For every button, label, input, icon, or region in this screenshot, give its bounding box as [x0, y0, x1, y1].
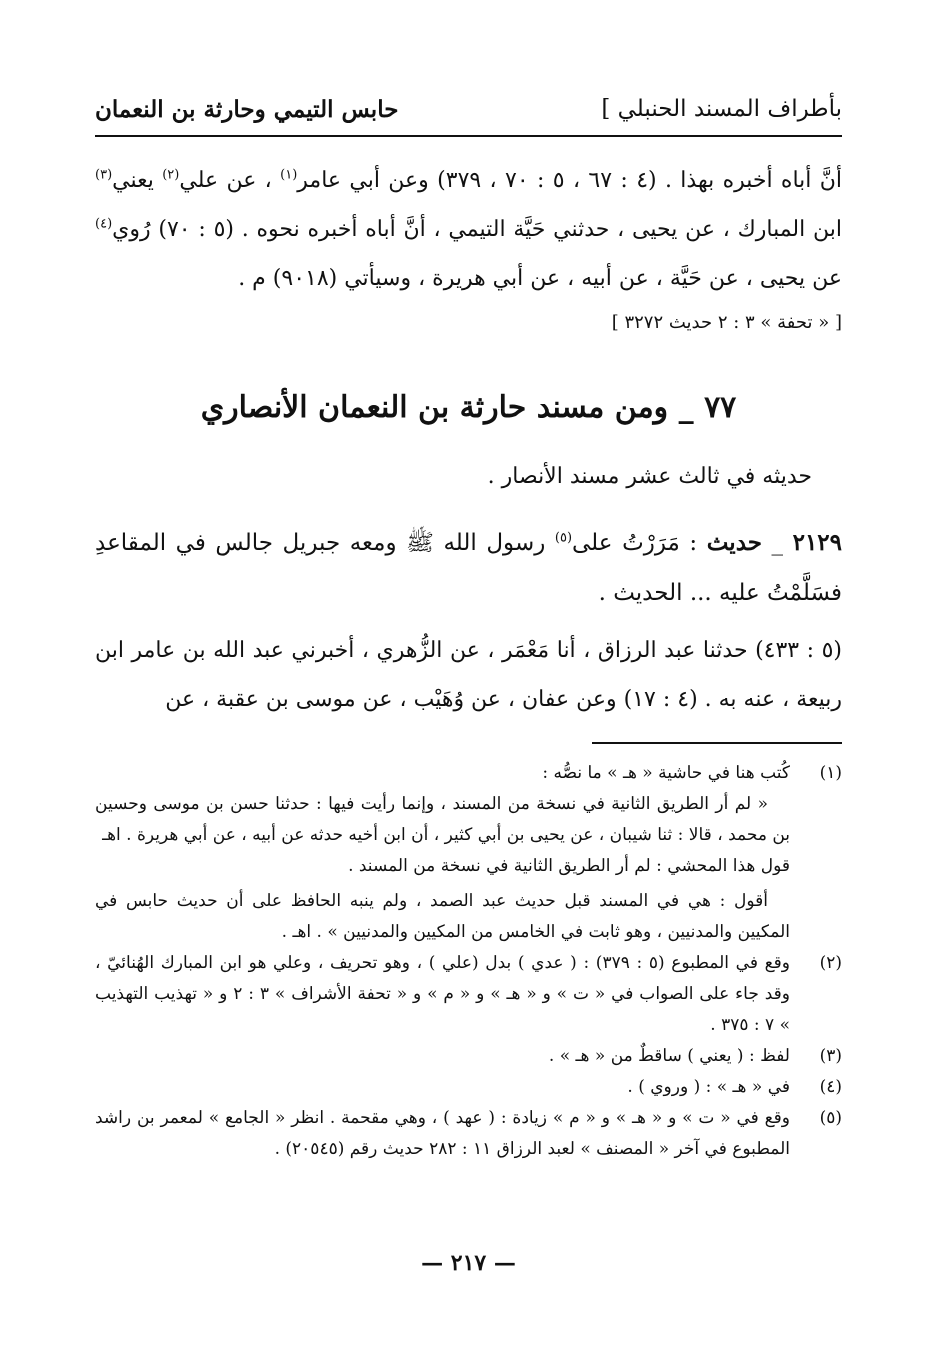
- running-header: [95, 96, 842, 132]
- page-number: — ٢١٧ —: [421, 1250, 516, 1276]
- footnote-line: أقول : هي في المسند قبل حديث عبد الصمد ، ولم ينبه الحافظ على أن حديث حابس في المكيين والمدنيين ، وهو ثابت في الخامس من المكيين والمدنيين » . اهـ .: [95, 891, 790, 942]
- text-run: يعني: [112, 168, 163, 193]
- text-run: : مَرَرْتُ على: [572, 530, 707, 556]
- isnad-paragraph: (٥ : ٤٣٣) حدثنا عبد الرزاق ، أنا مَعْمَر ، عن الزُّهري ، أخبرني عبد الله بن عامر ابن ربيعة ، عنه به . (٤ : ١٧) وعن عفان ، عن وُهَيْب ، عن موسى بن عقبة ، عن: [95, 638, 842, 712]
- hadith-entry: [95, 518, 842, 618]
- footnote: [95, 1041, 842, 1072]
- footnote-line: وقع في « ت » و « هـ » و « م » زيادة : ( عهد ) ، وهي مقحمة . انظر « الجامع » لمعمر بن راشد المطبوع في آخر « المصنف » لعبد الرزاق ١١ : ٢٨٢ حديث رقم (٢٠٥٤٥) .: [95, 1108, 790, 1159]
- tuhfa-reference: [ « تحفة » ٣ : ٢ حديث ٣٢٧٢ ]: [611, 312, 842, 333]
- footnote-line: لفظ : ( يعني ) ساقطٌ من « هـ » .: [548, 1046, 790, 1066]
- hadith-keyword: حديث: [706, 529, 762, 556]
- footnotes: [95, 758, 842, 1165]
- footnote-line: كُتب هنا في حاشية « هـ » ما نصُّه :: [542, 763, 790, 783]
- text-run: رسول الله ﷺ ومعه جبريل جالس في المقاعدِ فسَلَّمْتُ عليه ... الحديث .: [95, 530, 842, 606]
- footnote-number: (٢): [819, 953, 842, 973]
- footnote-ref: (٥): [554, 530, 573, 546]
- footnote-ref: (٣): [95, 167, 113, 183]
- footnote-number: (٥): [819, 1108, 842, 1128]
- intro-line: حديثه في ثالث عشر مسند الأنصار .: [487, 464, 812, 489]
- footnote-number: (١): [819, 763, 842, 783]
- hadith-number: ٢١٢٩: [792, 529, 843, 556]
- section-heading: ٧٧ _ ومن مسند حارثة بن النعمان الأنصاري: [200, 390, 737, 425]
- footnote-line: في « هـ » : ( وروي ) .: [627, 1077, 790, 1097]
- book-title: بأطراف المسند الحنبلي ]: [601, 96, 842, 122]
- footnote-ref: (٢): [162, 167, 180, 183]
- footnote-ref: (٤): [95, 216, 113, 232]
- text-run: أنَّ أباه أخبره بهذا . (٤ : ٦٧ ، ٥ : ٧٠ ، ٣٧٩) وعن أبي عامر: [297, 168, 843, 193]
- footnote-line: « لم أر الطريق الثانية في نسخة من المسند ، وإنما رأيت فيها : حدثنا حسن بن موسى وحسين بن محمد ، قالا : ثنا شيبان ، عن يحيى بن أبي كثير ، أن ابن أخيه حدثه عن أبيه ، عن أبي هريرة . اهـ: [95, 794, 790, 845]
- footnote-ref: (١): [280, 167, 298, 183]
- paragraph-continuation: [95, 156, 842, 303]
- footnote: [95, 1072, 842, 1103]
- text-run: عن يحيى ، عن حَيَّة ، عن أبيه ، عن أبي هريرة ، وسيأتي (٩٠١٨) م .: [238, 266, 842, 291]
- section-running-title: حابس التيمي وحارثة بن النعمان: [95, 96, 399, 123]
- footnote-line: قول هذا المحشي : لم أر الطريق الثانية في نسخة من المسند .: [348, 856, 790, 876]
- footnote: [95, 758, 842, 948]
- footnote: [95, 1103, 842, 1165]
- header-divider: [95, 135, 842, 137]
- footnote-number: (٣): [819, 1046, 842, 1066]
- footnote-line: وقع في المطبوع (٥ : ٣٧٩) : ( عدي ) بدل (علي ) ، وهو تحريف ، وعلي هو ابن المبارك الهُنائيّ ، وقد جاء على الصواب في « ت » و « هـ » و « م » و « تحفة الأشراف » ٣ : ٢ و « تهذيب التهذيب » ٧ : ٣٧٥ .: [95, 953, 790, 1035]
- text-run: _: [761, 530, 793, 556]
- text-run: ابن المبارك ، عن يحيى ، حدثني حَيَّة التيمي ، أنَّ أباه أخبره نحوه . (٥ : ٧٠) رُوي: [112, 217, 842, 242]
- footnote-divider: [592, 742, 842, 744]
- footnote-number: (٤): [819, 1077, 842, 1097]
- footnote: [95, 948, 842, 1041]
- text-run: ، عن علي: [179, 168, 281, 193]
